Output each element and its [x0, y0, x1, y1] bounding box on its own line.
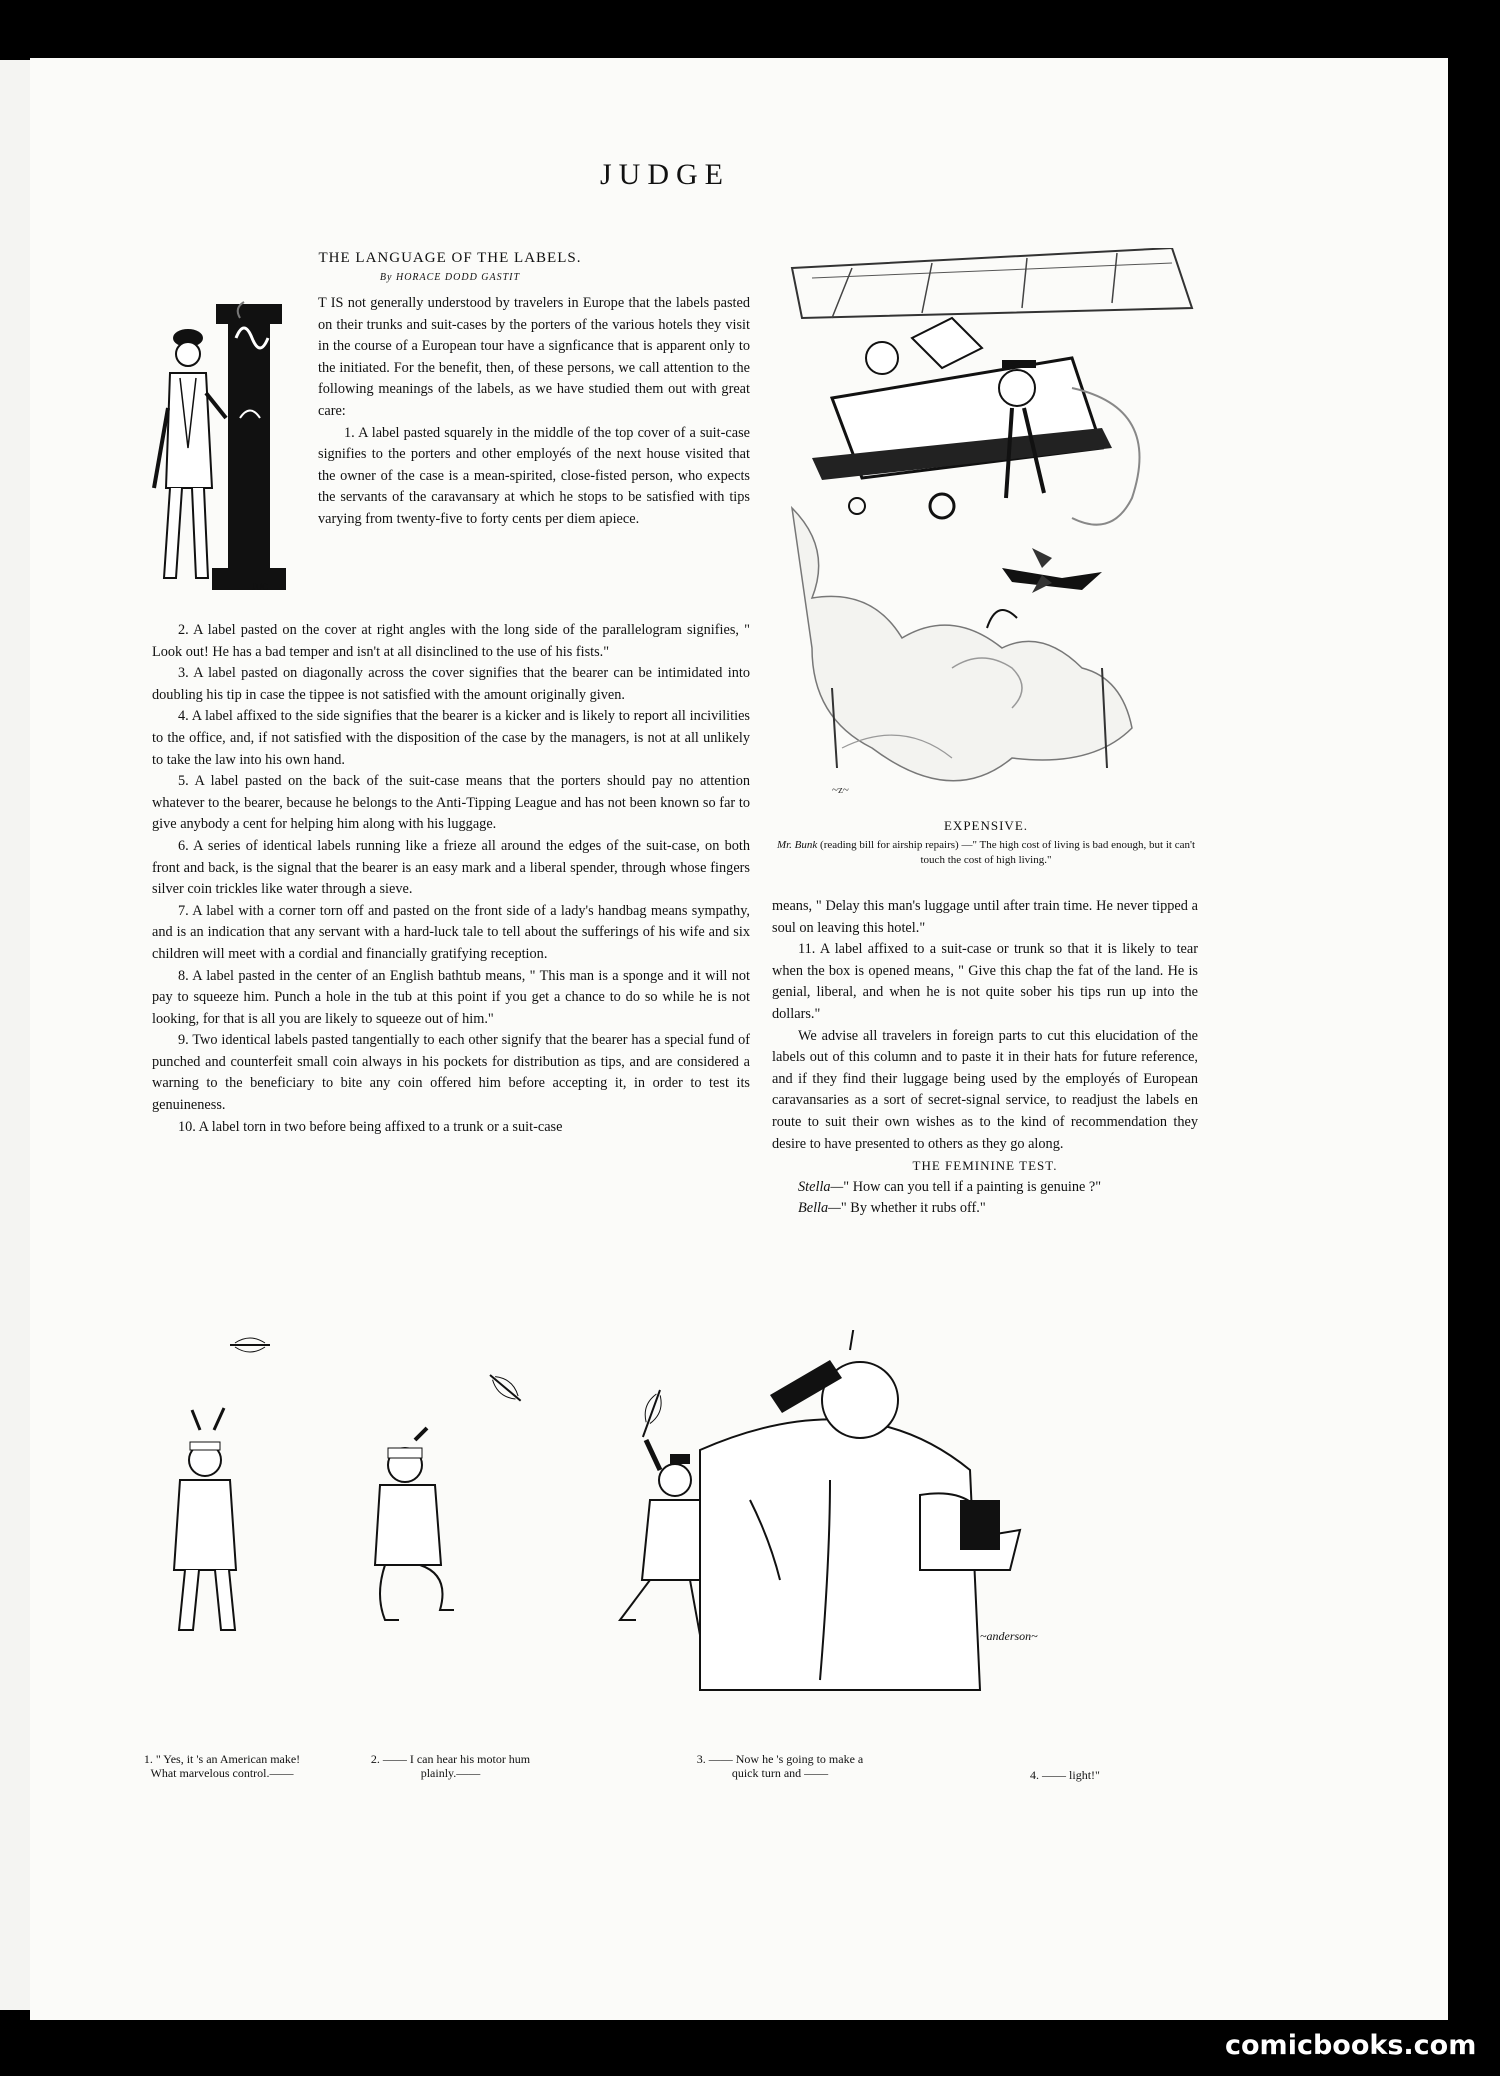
feminine-test-line-2: [772, 1198, 1198, 1220]
byline: By HORACE DODD GASTIT: [379, 272, 521, 283]
label-item-10-continued: means, " Delay this man's luggage until after train time. He never tipped a soul on leaving this hotel.": [772, 898, 1198, 936]
label-item-6: 6. A series of identical labels running like a frieze all around the edges of the suit-case, on both front and back, is the signal that the bearer is an easy mark and a liberal spender, through whose fingers silver coin trickles like water through a sieve.: [152, 837, 750, 898]
svg-text:~z~: ~z~: [832, 784, 849, 796]
label-item-2: 2. A label pasted on the cover at right angles with the long side of the parallelogram signifies, " Look out! He has a bad temper and isn't at all disinclined to the use of his fists.": [152, 622, 750, 660]
speaker-bella: Bella—: [798, 1200, 841, 1217]
article-column-left: [152, 620, 750, 1138]
label-item-11: 11. A label affixed to a suit-case or trunk so that it is likely to tear when the box is opened means, " Give this chap the fat of the land. He is genial, liberal, and when he is not quite sober his tips run up into the dollars.": [772, 941, 1198, 1022]
bella-line: " By whether it rubs off.": [840, 1200, 986, 1217]
dragonfly-3: [636, 1388, 666, 1440]
illustration-caption: [772, 838, 1200, 868]
label-item-4: 4. A label affixed to the side signifies that the bearer is a kicker and is likely to report all incivilities to the office, and, if not satisfied with the disposition of the case by the managers, is not at all unlikely to take the law into his own hand.: [152, 708, 750, 768]
label-item-1: 1. A label pasted squarely in the middle of the top cover of a suit-case signifies to the porters and other employés of the next house visited that the owner of the case is a mean-spirited, close-fisted person, who expects the servants of the caravansary at which he stops to be satisfied with tips varying from twenty-five to forty cents per diem apiece.: [318, 424, 750, 527]
label-item-7: 7. A label with a corner torn off and pasted on the front side of a lady's handbag means sympathy, and is an indication that any servant with a hard-luck tale to tell about the sufferings of his wife and six children will meet with a cordial and financially gratifying reception.: [152, 902, 750, 962]
intro-paragraph: T IS not generally understood by travelers in Europe that the labels pasted on their trunks and suit-cases by the porters of the various hotels they visit in the course of a European tour have a signficance that is apparent only to the initiated. For the benefit, then, of these persons, we call attention to the following meanings of the labels, as we have studied them out with great care:: [318, 295, 750, 419]
masthead: JUDGE: [600, 158, 730, 191]
label-item-9: 9. Two identical labels pasted tangentially to each other signify that the bearer has a special fund of punched and counterfeit small coin always in his pockets for distribution as tips, and are considered a warning to the beneficiary to bite any coin offered him before accepting it, in order to test its genuineness.: [152, 1032, 750, 1114]
svg-text:~anderson~: ~anderson~: [980, 1629, 1038, 1643]
watermark-credit: comicbooks.com: [1225, 2030, 1477, 2061]
adjacent-page-edge: [0, 60, 30, 2010]
panel-1-figure: [174, 1408, 236, 1630]
label-item-3: 3. A label pasted on diagonally across the cover signifies that the bearer can be intimidated into doubling his tip in case the tippee is not satisfied with the amount originally given.: [152, 665, 750, 703]
panel-4-figure: [700, 1330, 1038, 1690]
feminine-test-line-1: [772, 1177, 1198, 1199]
panel-2-caption: 2. —— I can hear his motor hum plainly.——: [370, 1752, 531, 1780]
illustration-caption-text: (reading bill for airship repairs) —" The high cost of living is bad enough, but it can't touch the cost of high living.": [820, 839, 1196, 866]
illustration-speaker: Mr. Bunk: [776, 839, 818, 851]
label-item-5: 5. A label pasted on the back of the suit-case means that the porters should pay no attention whatever to the bearer, because he belongs to the Anti-Tipping League and has not been known so far to give anybody a cent for helping him along with his luggage.: [152, 773, 750, 833]
stella-line: " How can you tell if a painting is genuine ?": [843, 1178, 1102, 1195]
panel-3-caption: 3. —— Now he 's going to make a quick turn and ——: [696, 1752, 864, 1780]
label-item-8: 8. A label pasted in the center of an English bathtub means, " This man is a sponge and it will not pay to squeeze him. Punch a hole in the tub at this point if you get a chance to do so while he is not looking, for that is all you are likely to squeeze out of him.": [152, 967, 750, 1027]
illustration-title: EXPENSIVE.: [943, 818, 1029, 833]
dragonfly-2: [486, 1370, 526, 1406]
panel-2-figure: [375, 1428, 454, 1620]
label-item-10: 10. A label torn in two before being affixed to a trunk or a suit-case: [178, 1118, 563, 1135]
article-title: THE LANGUAGE OF THE LABELS.: [318, 250, 582, 266]
dropcap-illustration: [140, 298, 310, 598]
panel-4-caption: 4. —— light!": [1030, 1768, 1100, 1782]
feminine-test-title: THE FEMININE TEST.: [912, 1158, 1058, 1174]
panel-1-caption: 1. " Yes, it 's an American make! What marvelous control.——: [143, 1752, 301, 1780]
dragonfly-1: [230, 1338, 270, 1352]
svg-text:JUC: JUC: [252, 582, 269, 592]
article-intro: [318, 293, 750, 531]
closing-paragraph: We advise all travelers in foreign parts to cut this elucidation of the labels out of this column and to paste it in their hats for future reference, and if they find their luggage being used by the employés of European caravansaries as a sort of secret-signal service, to readjust the labels en route to suit their own wishes as to the kind of recommendation they desire to have presented to others as they go along.: [772, 1027, 1198, 1152]
airship-illustration: [772, 248, 1200, 813]
cartoon-strip: [130, 1330, 1240, 1710]
article-column-right: [772, 896, 1198, 1220]
speaker-stella: Stella—: [798, 1178, 844, 1195]
